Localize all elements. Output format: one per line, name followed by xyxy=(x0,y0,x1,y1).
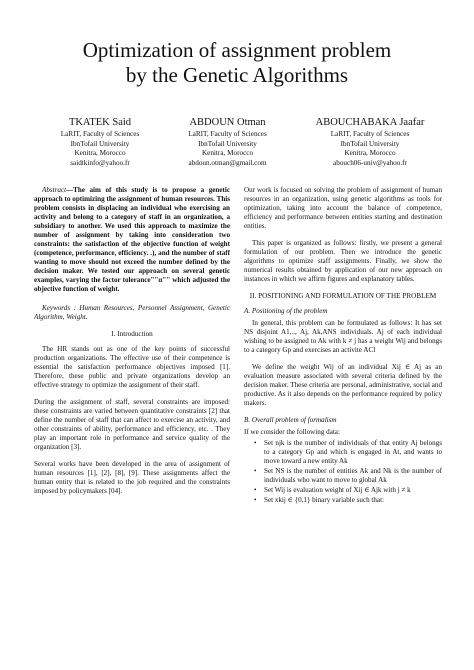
keywords: Keywords : Human Resources, Personnel Assignment, Genetic Algorithm, Weight. xyxy=(34,304,230,321)
author-2 xyxy=(165,116,290,168)
author-3 xyxy=(295,116,445,168)
abstract-label: Abstract xyxy=(42,186,67,194)
list-item: • Set Wij is evaluation weight of Xij ∈ Ajk with j ≠ k xyxy=(254,486,442,495)
section-heading-positioning: II. POSITIONING AND FORMULATION OF THE PROBLEM xyxy=(249,292,437,300)
right-column xyxy=(244,186,442,506)
section-heading-introduction: I. Introduction xyxy=(111,330,153,338)
author-affiliation: LaRIT, Faculty of Sciences xyxy=(60,130,140,138)
subsection-heading: B. Overall problem of formalism xyxy=(244,416,337,424)
author-affiliation: IbnTofail University xyxy=(198,139,257,148)
left-column xyxy=(34,186,230,504)
author-email: abouch06-univ@yahoo.fr xyxy=(333,158,407,167)
author-affiliation: Kenitra, Morocco xyxy=(74,149,126,158)
paragraph: This paper is organized as follows: firstly, we present a general formulation of our problem. Then we introduce the genetic algorithms to optimize staff assignments. Finally, we show the numerical results obtained by application of our new approach on instances in which we affirm figures and explanatory tables. xyxy=(244,239,442,283)
title-line-2: by the Genetic Algorithms xyxy=(125,63,349,87)
paper-title xyxy=(0,38,474,88)
author-affiliation: IbnTofail University xyxy=(340,139,400,148)
title-line-1: Optimization of assignment problem xyxy=(82,38,392,62)
author-affiliation: Kenitra, Morocco xyxy=(201,149,254,158)
author-affiliation: Kenitra, Morocco xyxy=(344,149,396,158)
paragraph: In general, this problem can be formulated as follows: It has set NS disjoint A1,.., Aj, Ak,ANS individuals. Aj of each individual wishing to be assigned to Ak with k ≠ j has a weight Wij and belongs to a category Gp and exercises an activite ACl xyxy=(244,319,442,354)
author-affiliation: IbnTofail University xyxy=(70,139,130,148)
author-1 xyxy=(40,116,160,168)
paragraph: The HR stands out as one of the key points of successful production organizations. The effective use of their competence is essential the satisfaction performance objectives imposed [1]. Therefore, these public and private organizations develop an effective strategy to optimize the assignment of their staff. xyxy=(34,345,230,389)
author-email: abdoun.otman@gmail.com xyxy=(188,158,267,167)
author-name: ABOUCHABAKA Jaafar xyxy=(315,117,425,128)
author-affiliation: LaRIT, Faculty of Sciences xyxy=(188,130,267,138)
paragraph: Several works have been developed in the area of assignment of human resources [1], [2], [8], [9]. These assignments affect the human entity that is related to the job required and the constraints imposed by policymakers [04]. xyxy=(34,460,230,495)
list-item: • Set xkij ∈ {0,1} binary variable such that: xyxy=(254,496,442,505)
author-name: TKATEK Said xyxy=(68,117,132,128)
subsection-heading: A. Positioning of the problem xyxy=(244,307,328,315)
abstract xyxy=(34,186,230,294)
paragraph: During the assignment of staff, several constraints are imposed: these constraints are varied between quantitative constraints [2] that define the number of staff that can affect to exercise an activity, and other constraints of ability, performance and efficiency, etc. . They play an important role in performance and service quality of the organization [3]. xyxy=(34,398,230,451)
paragraph: We define the weight Wij of an individual Xij ∈ Aj as an evaluation measure associated with several criteria defined by the decision maker. These criteria are personal, administrative, social and productive. As it also depends on the performance required by policy makers. xyxy=(244,363,442,407)
list-item: • Set NS is the number of entities Ak and Nk is the number of individuals who want to move to global Ak xyxy=(254,467,442,485)
author-affiliation: LaRIT, Faculty of Sciences xyxy=(330,130,410,138)
paragraph: If we consider the following data: xyxy=(244,428,340,436)
list-item: • Set njk is the number of individuals of that entity Aj belongs to a category Gp and which is engaged in At, and wants to move toward a new entity Ak xyxy=(254,439,442,466)
author-name: ABDOUN Otman xyxy=(189,117,266,128)
abstract-text: —The aim of this study is to propose a genetic approach to optimizing the assignment of human resources. This problem consists in displacing an individual who exercising an activity and belong to a category of staff in an organization, a subsidiary to another. We used this approach to maximize the number of assignment by taking into consideration two constraints: the satisfaction of the objective function of weight (competence, performance, efficiency. .), and the number of staff wanting to move should not exceed the number defined by the decision maker. We tested our approach on several genetic examples, varying the factor tolerance""α"" which adjusted the objective function of weight. xyxy=(34,186,230,293)
paragraph: Our work is focused on solving the problem of assignment of human resources in an organization, using genetic algorithms as tools for optimization, taking into account the balance of competence, efficiency and performance between entities starting and destination entities. xyxy=(244,186,442,230)
author-email: saidtkinfo@yahoo.fr xyxy=(70,158,130,167)
